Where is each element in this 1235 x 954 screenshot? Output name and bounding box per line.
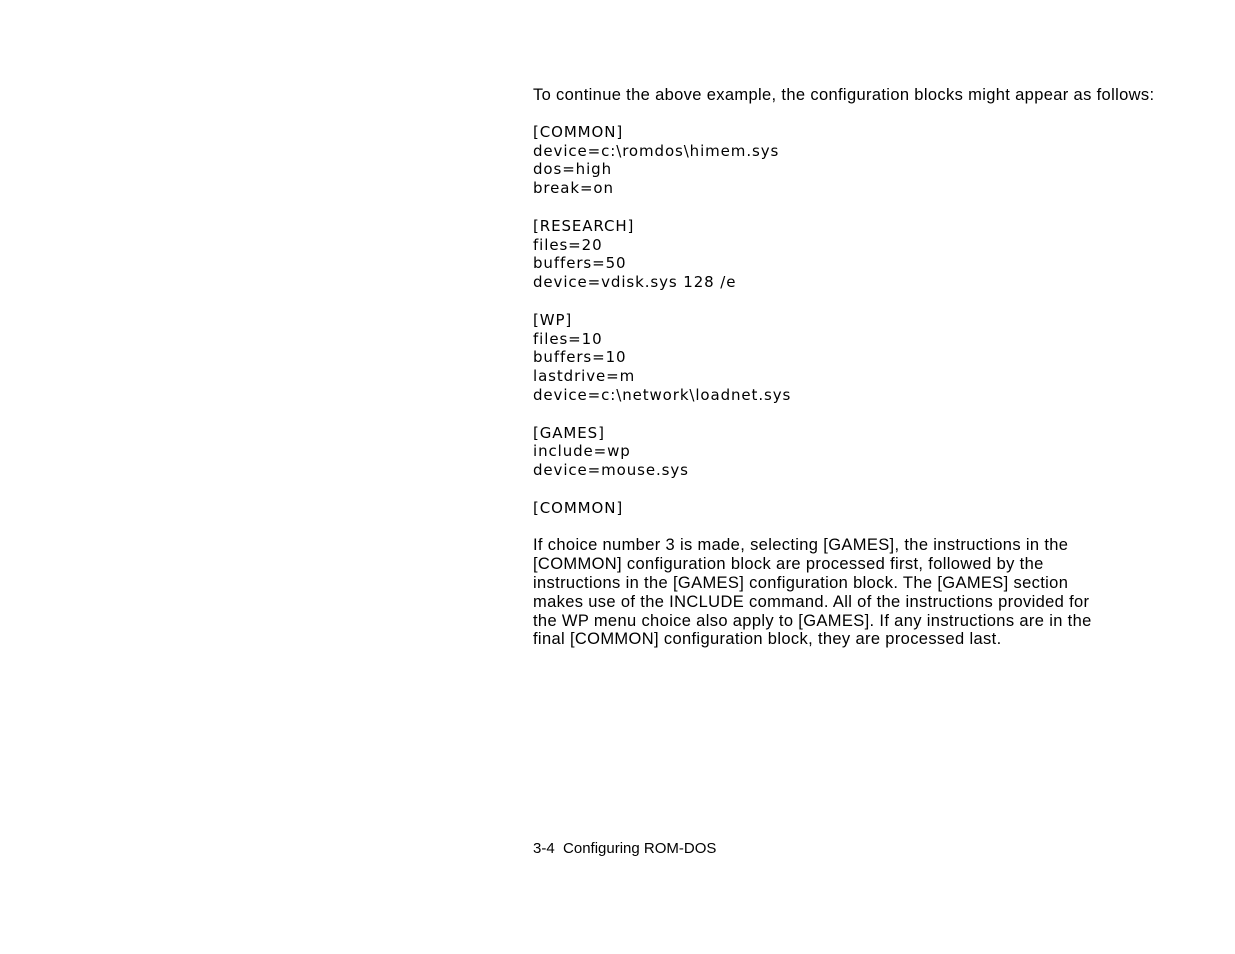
config-line: [RESEARCH]: [533, 216, 635, 235]
config-block-games: [533, 424, 1193, 480]
config-line: device=c:\romdos\himem.sys: [533, 141, 780, 160]
config-line: include=wp: [533, 442, 631, 461]
config-line: [GAMES]: [533, 423, 605, 442]
config-block-common: [533, 123, 1193, 198]
outro-paragraph: If choice number 3 is made, selecting [GAMES], the instructions in the [COMMON] configuration block are processed first, followed by the instructions in the [GAMES] configuration block. The [GAMES] section makes use of the INCLUDE command. All of the instructions provided for the WP menu choice also apply to [GAMES]. If any instructions are in the final [COMMON] configuration block, they are processed last.: [533, 536, 1092, 649]
intro-paragraph: To continue the above example, the configuration blocks might appear as follows:: [533, 86, 1155, 104]
config-line: device=c:\network\loadnet.sys: [533, 385, 792, 404]
config-line: [COMMON]: [533, 122, 624, 141]
config-line: buffers=10: [533, 348, 627, 367]
config-block-research: [533, 217, 1193, 292]
config-line: files=20: [533, 235, 603, 254]
config-line: device=mouse.sys: [533, 461, 689, 480]
page-footer: 3-4 Configuring ROM-DOS: [533, 840, 717, 857]
config-line: device=vdisk.sys 128 /e: [533, 273, 737, 292]
document-page: [533, 86, 1193, 649]
config-line: files=10: [533, 329, 603, 348]
config-line: buffers=50: [533, 254, 627, 273]
config-line: [COMMON]: [533, 498, 624, 517]
config-line: [WP]: [533, 310, 573, 329]
config-line: dos=high: [533, 160, 612, 179]
config-line: lastdrive=m: [533, 367, 636, 386]
config-line: break=on: [533, 179, 614, 198]
config-block-common-final: [533, 499, 1193, 518]
config-block-wp: [533, 311, 1193, 405]
